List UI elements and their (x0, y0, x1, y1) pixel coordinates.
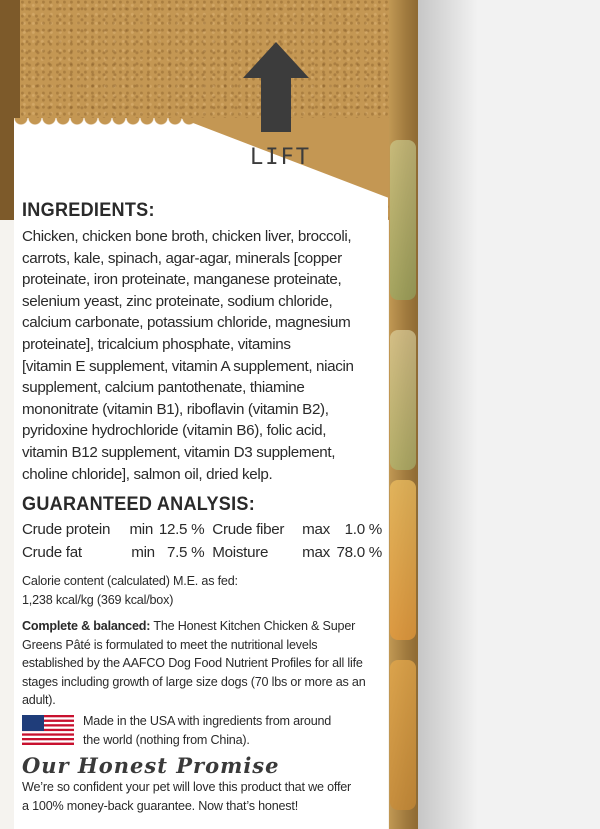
promise-text (22, 778, 384, 815)
side-art-orange (390, 480, 416, 640)
side-art-green-2 (390, 330, 416, 470)
box-side-panel (388, 0, 418, 829)
ingredients-line: pyridoxine hydrochloride (vitamin B6), folic acid, (22, 422, 327, 440)
made-in-usa-text (83, 712, 383, 749)
calorie-line: 1,238 kcal/kg (369 kcal/box) (22, 592, 174, 607)
ingredients-line: carrots, kale, spinach, agar-agar, minerals [copper (22, 249, 342, 267)
promise-line: a 100% money-back guarantee. Now that’s honest! (22, 798, 299, 813)
nutrient-value: 12.5 % (158, 521, 205, 539)
lift-label[interactable]: LIFT (250, 145, 311, 170)
box-shadow (418, 0, 478, 829)
nutrient-name: Crude fiber (212, 521, 285, 539)
calorie-line: Calorie content (calculated) M.E. as fed: (22, 574, 238, 589)
analysis-heading: GUARANTEED ANALYSIS: (22, 494, 256, 516)
nutrient-qualifier: max (302, 544, 330, 562)
analysis-table (22, 518, 382, 564)
nutrient-value: 1.0 % (344, 521, 382, 539)
ingredients-heading: INGREDIENTS: (22, 200, 155, 221)
made-line: the world (nothing from China). (83, 732, 250, 747)
promise-title: Our Honest Promise (22, 753, 280, 778)
ingredients-line: [vitamin E supplement, vitamin A supplement, niacin (22, 357, 354, 375)
nutrient-name: Crude protein (22, 521, 111, 539)
up-arrow-icon[interactable] (243, 42, 309, 132)
ingredients-line: calcium carbonate, potassium chloride, magnesium (22, 314, 351, 332)
ingredients-line: proteinate, iron proteinate, manganese proteinate, (22, 271, 342, 289)
promise-line: We’re so confident your pet will love this product that we offer (22, 780, 352, 794)
nutrient-name: Moisture (212, 544, 269, 562)
usa-flag-icon (22, 715, 74, 745)
ingredients-line: vitamin B12 supplement, vitamin D3 supplement, (22, 443, 336, 461)
nutrient-name: Crude fat (22, 544, 82, 562)
nutrient-value: 78.0 % (336, 544, 382, 562)
complete-label: Complete & balanced: (22, 619, 151, 634)
nutrient-qualifier: max (302, 521, 330, 539)
nutrient-qualifier: min (129, 521, 154, 539)
ingredients-list (22, 226, 384, 485)
side-art-orange-2 (390, 660, 416, 810)
table-row (22, 541, 382, 564)
nutrient-value: 7.5 % (166, 544, 205, 562)
ingredients-line: proteinate], tricalcium phosphate, vitamins (22, 335, 291, 353)
complete-text: The Honest Kitchen Chicken & Super Greens Pâté is formulated to meet the nutritional levels established by the AAFCO Dog Food Nutrient Profiles for all life stages including growth of large size dogs (70 lbs or more as an adult). (22, 619, 366, 708)
ingredients-line: supplement, calcium pantothenate, thiamine (22, 379, 305, 397)
calorie-content (22, 572, 382, 609)
table-row (22, 518, 382, 541)
made-line: Made in the USA with ingredients from around (83, 714, 332, 728)
ingredients-line: Chicken, chicken bone broth, chicken liver, broccoli, (22, 228, 352, 245)
side-art-green (390, 140, 416, 300)
complete-balanced-statement (22, 617, 382, 710)
ingredients-line: mononitrate (vitamin B1), riboflavin (vitamin B2), (22, 400, 329, 418)
nutrient-qualifier: min (131, 544, 155, 562)
ingredients-line: selenium yeast, zinc proteinate, sodium chloride, (22, 292, 333, 310)
label-content (22, 200, 382, 813)
ingredients-line: choline chloride], salmon oil, dried kelp. (22, 465, 273, 483)
